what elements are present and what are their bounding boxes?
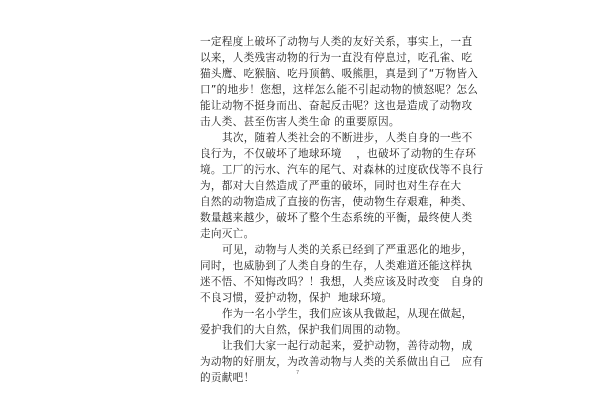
text-line: 猫头鹰、吃猴脑、吃丹顶鹤、吸熊胆，真是到了“万物皆入 (200, 68, 479, 80)
text-line: 数量越来越少，破坏了整个生态系统的平衡，最终使人类 (200, 212, 473, 224)
text-line: 能让动物不挺身而出、奋起反击呢？这也是造成了动物攻 (200, 100, 473, 112)
text-line: 良行为，不仅破坏了地球环境 ，也破坏了动物的生存环 (200, 148, 477, 160)
text-line: 走向灭亡。 (200, 228, 255, 240)
text-line: 同时，也威胁到了人类自身的生存，人类难道还能这样执 (200, 260, 473, 272)
text-line: 迷不悟、不知悔改吗？！我想，人类应该及时改变 自身的 (200, 276, 484, 288)
text-line: 以来，人类残害动物的行为一直没有停息过，吃孔雀、吃 (200, 52, 473, 64)
text-line: 境。工厂的污水、汽车的尾气、对森林的过度砍伐等不良行 (200, 164, 484, 176)
text-line: 其次，随着人类社会的不断进步，人类自身的一些不 (200, 132, 473, 144)
text-line: 击人类、甚至伤害人类生命 的重要原因。 (200, 116, 400, 128)
page-number: 7 (296, 370, 300, 376)
text-line: 的贡献吧！ (200, 372, 255, 384)
text-line: 为动物的好朋友，为改善动物与人类的关系做出自己 应有 (200, 356, 484, 368)
text-line: 口”的地步！您想，这样怎么能不引起动物的愤怒呢？怎么 (200, 84, 479, 96)
text-line: 让我们大家一起行动起来，爱护动物，善待动物，成 (200, 340, 473, 352)
text-line: 不良习惯，爱护动物，保护 地球环境。 (200, 292, 393, 304)
text-line: 作为一名小学生，我们应该从我做起，从现在做起， (200, 308, 473, 320)
text-line: 为，都对大自然造成了严重的破坏，同时也对生存在大 (200, 180, 462, 192)
text-line: 可见，动物与人类的关系已经到了严重恶化的地步， (200, 244, 473, 256)
text-line: 自然的动物造成了直接的伤害，使动物生存艰难，种类、 (200, 196, 473, 208)
text-line: 爱护我们的大自然，保护我们周围的动物。 (200, 324, 407, 336)
text-line: 一定程度上破坏了动物与人类的友好关系，事实上，一直 (200, 36, 473, 48)
